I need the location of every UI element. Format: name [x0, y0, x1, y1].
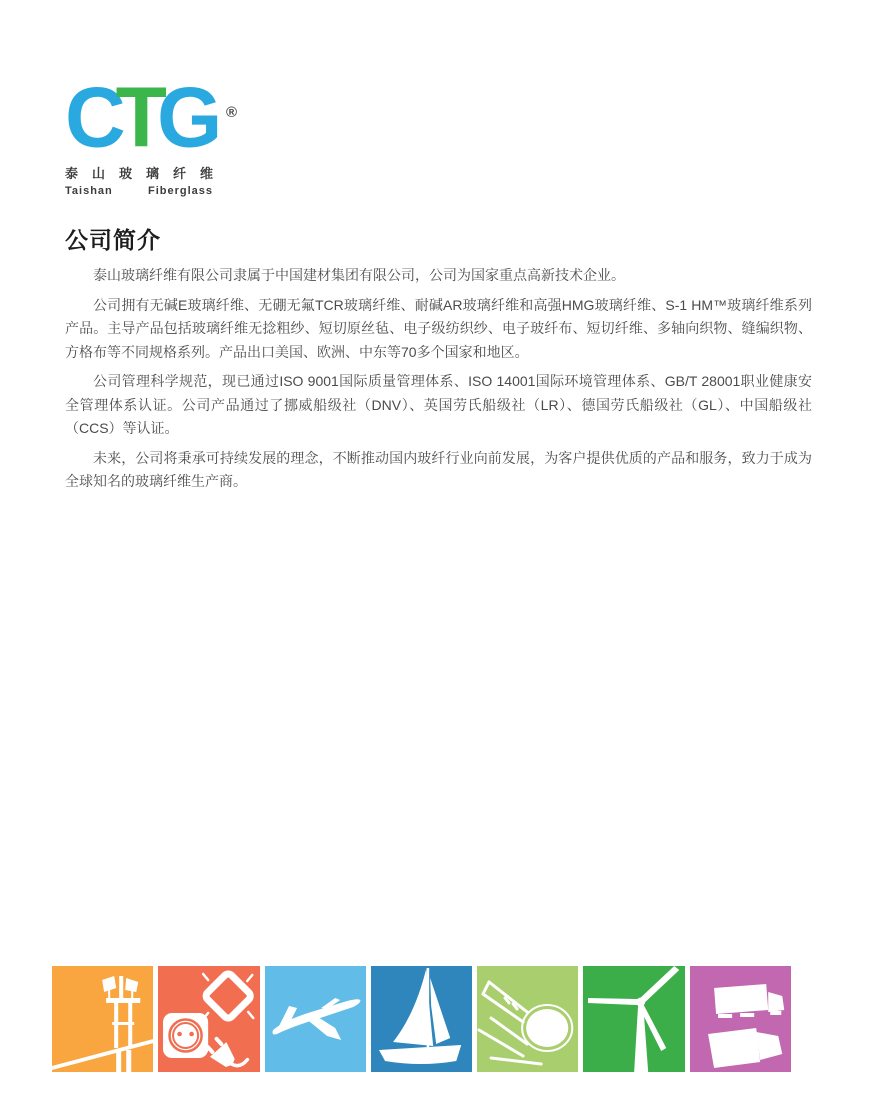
application-image-strip	[52, 966, 791, 1072]
section-heading: 公司简介	[65, 227, 161, 253]
sailboat-icon	[371, 966, 472, 1072]
ctg-logo-letters	[65, 69, 237, 165]
logo-letter-c: C	[65, 69, 116, 165]
company-intro-section	[65, 226, 812, 500]
paragraph-1: 泰山玻璃纤维有限公司隶属于中国建材集团有限公司，公司为国家重点高新技术企业。	[93, 267, 625, 283]
ctg-logo	[65, 69, 237, 197]
logo-english-name: Taishan Fiberglass	[65, 185, 213, 197]
wind-turbine-icon	[583, 966, 684, 1072]
tile-wind-turbine	[583, 966, 684, 1072]
tile-train	[477, 966, 578, 1072]
tile-sailboat	[371, 966, 472, 1072]
tile-trucks	[690, 966, 791, 1072]
plug-icon	[203, 1031, 248, 1072]
tile-bridge-tower	[52, 966, 153, 1072]
logo-letter-g: G	[156, 69, 213, 165]
paragraph-4: 未来，公司将秉承可持续发展的理念，不断推动国内玻纤行业向前发展，为客户提供优质的产品和服务，致力于成为全球知名的玻璃纤维生产商。	[65, 449, 812, 489]
airplane-icon	[265, 966, 366, 1072]
logo-chinese-name: 泰山玻璃纤维	[65, 166, 213, 181]
high-speed-train-icon	[477, 966, 578, 1072]
power-socket-plug-icon	[158, 966, 259, 1072]
tile-power-socket	[158, 966, 259, 1072]
logo-letter-t: T	[115, 69, 157, 165]
trucks-icon	[690, 966, 791, 1072]
bridge-tower-icon	[52, 966, 153, 1072]
tile-airplane	[265, 966, 366, 1072]
paragraph-2: 公司拥有无碱E玻璃纤维、无硼无氟TCR玻璃纤维、耐碱AR玻璃纤维和高强HMG玻璃纤维、S-1 HM™玻璃纤维系列产品。主导产品包括玻璃纤维无捻粗纱、短切原丝毡、电子级纺织纱、电子玻纤布、短切纤维、多轴向织物、缝编织物、方格布等不同规格系列。产品出口美国、欧洲、中东等70多个国家和地区。	[65, 296, 812, 360]
paragraph-3: 公司管理科学规范，现已通过ISO 9001国际质量管理体系、ISO 14001国际环境管理体系、GB/T 28001职业健康安全管理体系认证。公司产品通过了挪威船级社（DNV）、英国劳氏船级社（LR）、德国劳氏船级社（GL）、中国船级社（CCS）等认证。	[65, 373, 812, 436]
registered-trademark-icon: ®	[225, 104, 237, 121]
